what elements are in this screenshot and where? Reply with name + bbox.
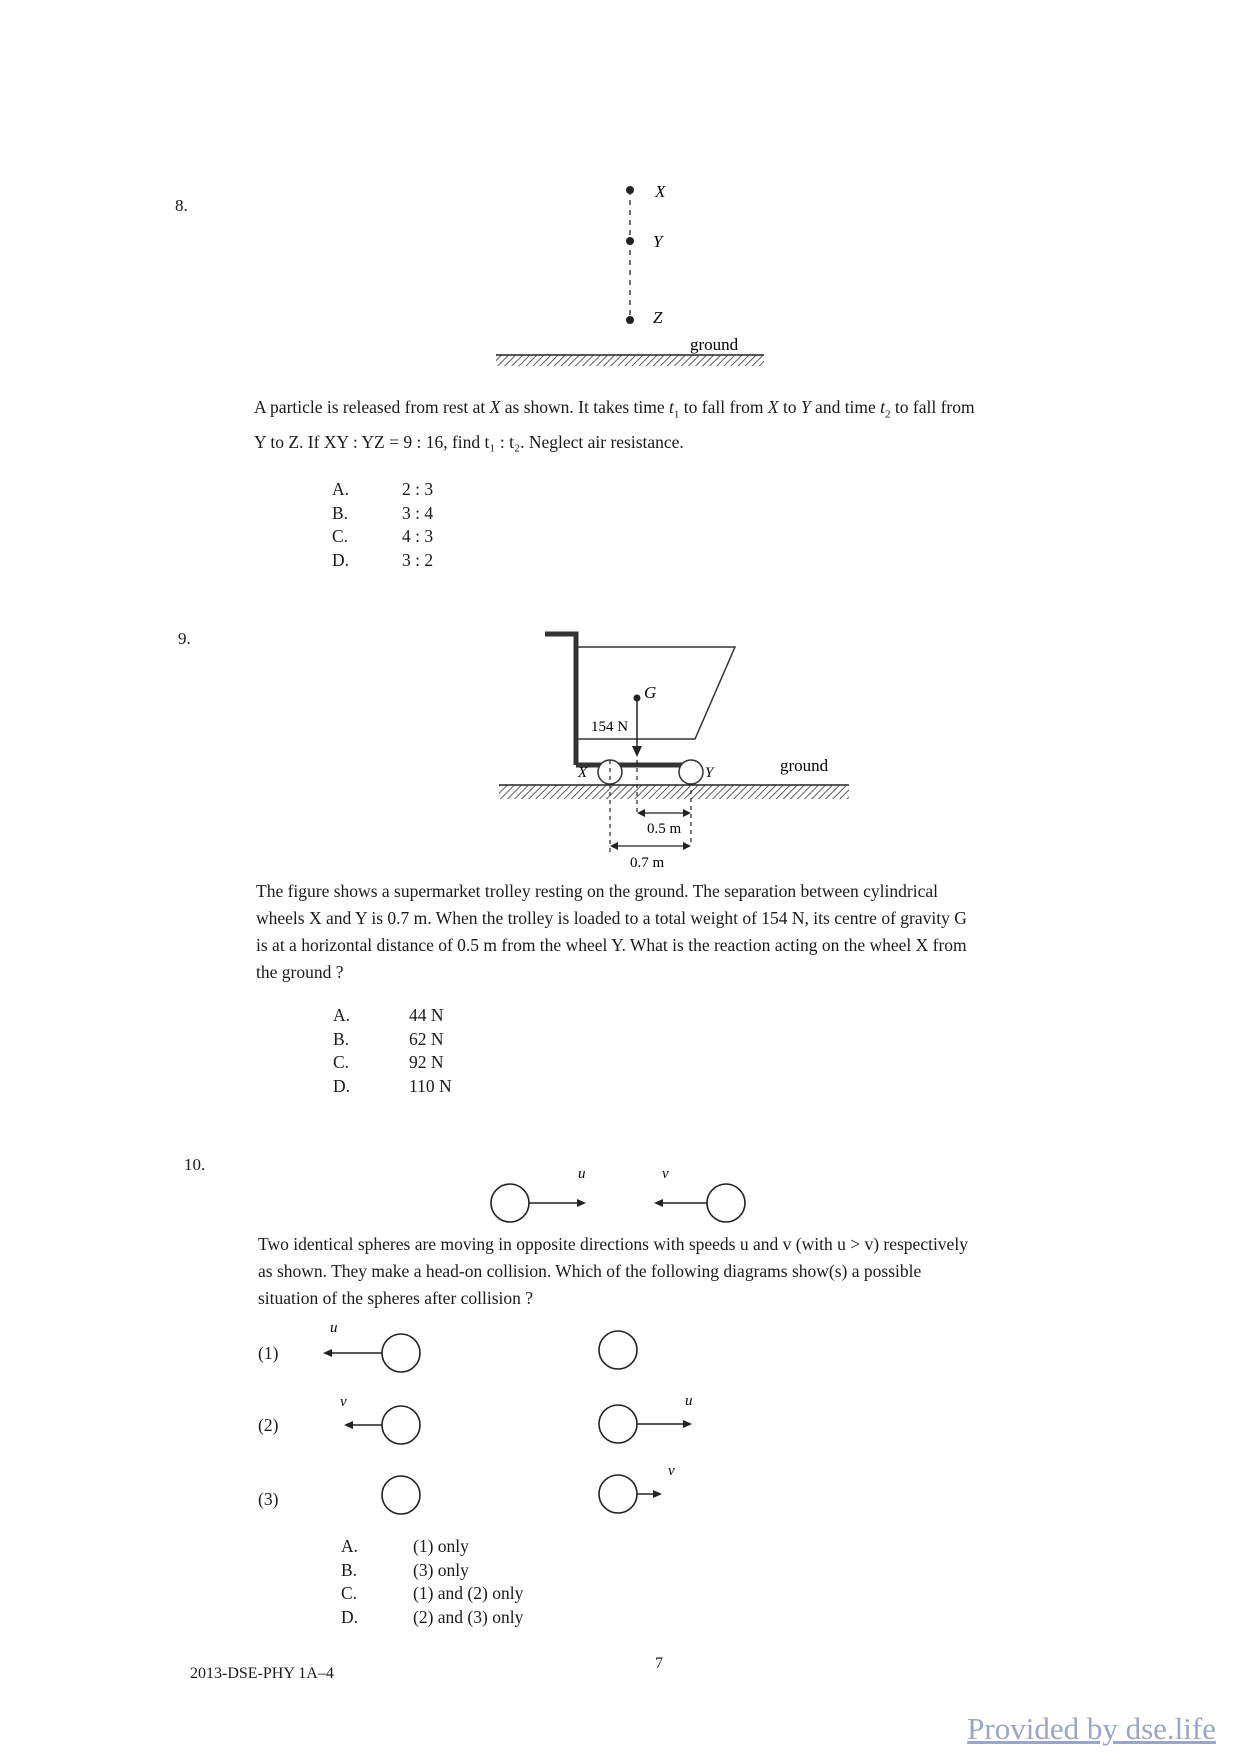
option-row: C. (1) and (2) only [341,1583,524,1603]
paper-code: 2013-DSE-PHY 1A–4 [190,1665,334,1682]
label-z: Z [653,308,663,327]
force-label: 154 N [591,719,629,735]
q9-stem-line: is at a horizontal distance of 0.5 m from the wheel Y. What is the reaction acting on the wheel X from [256,935,967,955]
speed-v-label: v [662,1166,669,1182]
q8-stem-line-2: Y to Z. If XY : YZ = 9 : 16, find t₁ : t₂. Neglect air resistance. [254,431,684,452]
situation-label-2: (2) [258,1415,279,1435]
q10-initial-diagram [480,1160,760,1230]
option-row: A. 44 N [333,1005,444,1025]
option-row: C. 4 : 3 [332,526,434,546]
situation-1-left-speed: u [330,1320,338,1336]
q9-stem [256,878,1136,986]
question-number-8: 8. [175,196,188,215]
left-sphere [491,1184,529,1222]
option-row: B. (3) only [341,1559,469,1580]
option-row: C. 92 N [333,1052,444,1072]
option-row: D. 110 N [333,1075,452,1096]
left-arrowhead [654,1199,663,1207]
situation-2-left-sphere [382,1406,420,1444]
option-row: B. 3 : 4 [332,502,434,523]
situation-3-right-sphere [599,1475,637,1513]
q8-stem-line-1: A particle is released from rest at X as shown. It takes time $t_1$ to fall from X to Y and time $t_2$ to fall from [254,397,975,421]
situation-2-right-sphere [599,1405,637,1443]
q9-stem-line: The figure shows a supermarket trolley resting on the ground. The separation between cylindrical [256,881,938,901]
ground-hatching [496,355,764,366]
point-x-dot [626,186,634,194]
q9-options [333,1004,452,1098]
option-row: D. (2) and (3) only [341,1606,524,1627]
situation-3-left-sphere [382,1476,420,1514]
ground-label: ground [690,335,739,354]
q10-stem [258,1231,1138,1312]
q10-stem-line: situation of the spheres after collision ? [258,1288,534,1308]
situation-1-right-sphere [599,1331,637,1369]
option-row: D. 3 : 2 [332,549,434,570]
q10-options [341,1535,523,1629]
situation-3-right-speed: v [668,1463,675,1479]
situation-2-right-speed: u [685,1393,693,1409]
label-x: X [578,765,588,781]
right-sphere [707,1184,745,1222]
label-x: X [655,182,666,201]
q9-trolley-figure [495,620,855,875]
label-y: Y [705,765,714,781]
dimension-0-5-label: 0.5 m [647,821,682,837]
label-g: G [644,683,657,702]
situation-1-left-sphere [382,1334,420,1372]
q10-situations-diagram [310,1315,730,1545]
weight-arrowhead [632,746,642,757]
question-number-9: 9. [178,629,191,648]
trolley-handle [545,634,576,765]
ground-label: ground [780,756,829,775]
q10-stem-line: Two identical spheres are moving in opposite directions with speeds u and v (with u > v) respectively [258,1234,968,1254]
question-number-10: 10. [184,1155,206,1174]
situation-label-1: (1) [258,1343,279,1363]
option-row: B. 62 N [333,1028,444,1049]
speed-u-label: u [578,1166,586,1182]
situation-2-left-speed: v [340,1394,347,1410]
situation-label-3: (3) [258,1489,279,1509]
right-arrowhead [577,1199,586,1207]
dimension-0-7-label: 0.7 m [630,855,665,871]
q8-figure [480,178,770,378]
option-row: A. 2 : 3 [332,479,434,499]
point-y-dot [626,237,634,245]
q8-stem [254,394,1134,456]
option-row: A. (1) only [341,1536,469,1556]
ground-hatching [499,785,849,799]
q8-options [332,478,433,572]
point-z-dot [626,316,634,324]
q9-stem-line: wheels X and Y is 0.7 m. When the trolley is loaded to a total weight of 154 N, its centre of gravity G [256,908,967,928]
q10-stem-line: as shown. They make a head-on collision. Which of the following diagrams show(s) a possible [258,1261,922,1281]
wheel-y [679,760,703,784]
page-number: 7 [655,1655,663,1672]
label-y: Y [653,232,663,251]
q9-stem-line: the ground ? [256,962,344,982]
watermark-link[interactable]: Provided by dse.life [967,1711,1216,1746]
